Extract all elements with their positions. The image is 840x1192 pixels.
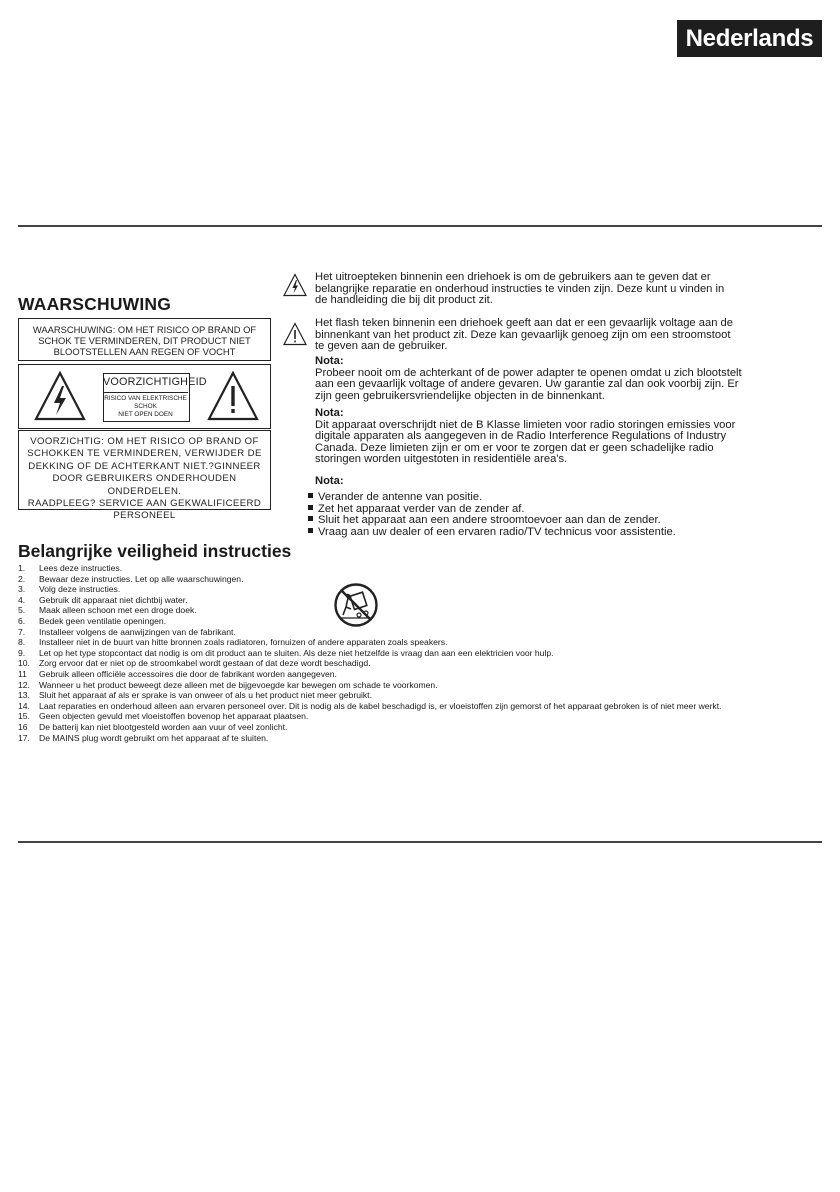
- text-line: Probeer nooit om de achterkant of de power adapter te openen omdat u zich blootstelt: [315, 366, 742, 379]
- item-text: Gebruik alleen officiële accessoires die door de fabrikant worden aangegeven.: [39, 668, 337, 679]
- text-line: belangrijke reparatie en onderhoud instructies te vinden zijn. Deze kunt u vinden in: [315, 282, 725, 295]
- text-line: te geven aan de gebruiker.: [315, 340, 448, 353]
- text-line: Canada. Deze limieten zijn er om er voor te zorgen dat er geen schadelijke radio: [315, 441, 714, 454]
- item-text: Zorg ervoor dat er niet op de stroomkabel wordt gestaan of dat deze wordt beschadigd.: [39, 658, 371, 669]
- caution-subtext: [103, 395, 188, 419]
- item-number: 14.: [18, 700, 30, 711]
- item-number: 17.: [18, 732, 30, 743]
- text-line: Dit apparaat overschrijdt niet de B Klasse limieten voor radio storingen emissies voor: [315, 418, 736, 431]
- list-item: [18, 637, 818, 648]
- safety-heading: Belangrijke veiligheid instructies: [18, 541, 292, 561]
- note-label: Nota:: [315, 475, 344, 487]
- safety-list: [18, 563, 818, 743]
- caution-line: RAADPLEEG? SERVICE AAN GEKWALIFICEERD: [27, 498, 262, 510]
- item-number: 10.: [18, 658, 30, 669]
- bullet-square-icon: [308, 505, 313, 510]
- item-text: Installeer volgens de aanwijzingen van de fabrikant.: [39, 626, 236, 637]
- bullet-square-icon: [308, 516, 313, 521]
- item-number: 9.: [18, 647, 26, 658]
- item-text: Volg deze instructies.: [39, 584, 121, 595]
- lightning-triangle-icon: [283, 273, 307, 297]
- item-number: 5.: [18, 605, 26, 616]
- caution-title: VOORZICHTIGHEID: [103, 373, 188, 393]
- item-number: 7.: [18, 626, 26, 637]
- item-number: 8.: [18, 637, 26, 648]
- item-text: De MAINS plug wordt gebruikt om het apparaat af te sluiten.: [39, 732, 269, 743]
- warning-line: BLOOTSTELLEN AAN REGEN OF VOCHT: [53, 346, 236, 357]
- warning-line: SCHOK TE VERMINDEREN, DIT PRODUCT NIET: [38, 335, 251, 346]
- item-text: Maak alleen schoon met een droge doek.: [39, 605, 197, 616]
- text-line: zijn geen gebruikersvriendelijke objecten in de binnenkant.: [315, 389, 605, 402]
- item-number: 4.: [18, 594, 26, 605]
- note-label: Nota:: [315, 407, 344, 419]
- list-item: [18, 701, 818, 712]
- item-number: 6.: [18, 615, 26, 626]
- text-line: Het uitroepteken binnenin een driehoek is om de gebruikers aan te geven dat er: [315, 271, 711, 283]
- item-text: Sluit het apparaat af als er sprake is van onweer of als u het product niet meer gebruikt.: [39, 690, 372, 701]
- text-line: aan een gevaarlijk voltage of andere gevaren. Uw garantie zal dan ook voorbij zijn. Er: [315, 378, 739, 391]
- caution-label-box: [18, 364, 271, 429]
- item-number: 1.: [18, 563, 26, 573]
- lightning-triangle-icon: [33, 370, 87, 422]
- note-block: [315, 476, 815, 488]
- caution-line: PERSONEEL: [113, 510, 176, 522]
- item-text: Let op het type stopcontact dat nodig is om dit product aan te sluiten. Als deze niet hetzelfde is vraag dan aan een elektricien voor hulp.: [39, 647, 554, 658]
- exclamation-triangle-icon: [206, 370, 260, 422]
- warning-line: WAARSCHUWING: OM HET RISICO OP BRAND OF: [32, 324, 257, 335]
- bottom-divider: [18, 841, 822, 843]
- list-item: [18, 733, 818, 744]
- list-item: [18, 690, 818, 701]
- exclamation-explanation: [315, 272, 815, 307]
- text-line: de handleiding die bij dit product zit.: [315, 294, 493, 307]
- flash-explanation: [315, 318, 815, 353]
- bullet-square-icon: [308, 493, 313, 498]
- list-item: [18, 563, 818, 574]
- list-item: [18, 584, 818, 595]
- list-item: [18, 574, 818, 585]
- list-item: [18, 658, 818, 669]
- list-item: [18, 680, 818, 691]
- cart-tipover-warning-icon: [333, 582, 379, 628]
- exclamation-triangle-icon: [283, 322, 307, 346]
- item-text: Lees deze instructies.: [39, 563, 123, 573]
- bullet-square-icon: [308, 528, 313, 533]
- item-text: Installeer niet in de buurt van hitte bronnen zoals radiatoren, fornuizen of andere apparaten zoals speakers.: [39, 637, 448, 648]
- item-number: 16: [18, 721, 28, 732]
- item-text: Gebruik dit apparaat niet dichtbij water.: [39, 594, 188, 605]
- text-line: Het flash teken binnenin een driehoek geeft aan dat er een gevaarlijk voltage aan de: [315, 317, 733, 329]
- bullet-list: [308, 490, 808, 538]
- list-item: [18, 616, 818, 627]
- language-badge: Nederlands: [677, 20, 822, 57]
- caution-sub-line: RISICO VAN ELEKTRISCHE SCHOK: [104, 395, 187, 410]
- list-item: [18, 669, 818, 680]
- item-number: 12.: [18, 679, 30, 690]
- item-text: Laat reparaties en onderhoud alleen aan ervaren personeel over. Dit is nodig als de kabel beschadigd is, er vloeistoffen zijn gemorst of het apparaat gebroken is of niet meer werkt.: [39, 700, 722, 711]
- text-line: binnenkant van het product zit. Deze kan gevaarlijk genoeg zijn om een stroomstoot: [315, 328, 731, 341]
- bullet-text: Sluit het apparaat aan een andere stroomtoevoer aan dan de zender.: [318, 514, 661, 527]
- caution-line: DOOR GEBRUIKERS ONDERHOUDEN ONDERDELEN.: [52, 473, 237, 497]
- top-divider: [18, 225, 822, 227]
- warning-heading: WAARSCHUWING: [18, 294, 172, 314]
- bullet-text: Vraag aan uw dealer of een ervaren radio/TV technicus voor assistentie.: [318, 525, 676, 538]
- caution-line: SCHOKKEN TE VERMINDEREN, VERWIJDER DE: [27, 448, 262, 460]
- item-text: Geen objecten gevuld met vloeistoffen bovenop het apparaat plaatsen.: [39, 711, 309, 722]
- warning-box: [18, 318, 271, 361]
- bullet-text: Zet het apparaat verder van de zender af.: [318, 502, 525, 515]
- list-item: [18, 605, 818, 616]
- item-text: Bewaar deze instructies. Let op alle waarschuwingen.: [39, 573, 244, 584]
- item-text: Wanneer u het product beweegt deze alleen met de bijgevoegde kar bewegen om schade te voorkomen.: [39, 679, 438, 690]
- note-block: [315, 408, 815, 466]
- caution-line: DEKKING OF DE ACHTERKANT NIET.?GINNEER: [28, 460, 261, 472]
- note-block: [315, 356, 815, 402]
- list-item: [308, 527, 808, 539]
- item-text: De batterij kan niet blootgesteld worden aan vuur of veel zonlicht.: [39, 721, 288, 732]
- text-line: storingen worden uitgestoten in residentiële area's.: [315, 453, 568, 466]
- text-line: digitale apparaten als aangegeven in de Radio Interference Regulations of Industry: [315, 430, 727, 443]
- list-item: [18, 711, 818, 722]
- caution-line: VOORZICHTIG: OM HET RISICO OP BRAND OF: [30, 436, 259, 447]
- list-item: [18, 648, 818, 659]
- bullet-text: Verander de antenne van positie.: [318, 491, 483, 503]
- list-item: [18, 595, 818, 606]
- caution-box: [18, 430, 271, 522]
- caution-sub-line: NIET OPEN DOEN: [118, 411, 173, 418]
- list-item: [18, 627, 818, 638]
- list-item: [18, 722, 818, 733]
- note-label: Nota:: [315, 355, 344, 367]
- item-text: Bedek geen ventilatie openingen.: [39, 615, 167, 626]
- item-number: 11: [18, 668, 27, 679]
- item-number: 2.: [18, 573, 26, 584]
- item-number: 3.: [18, 584, 26, 595]
- item-number: 13.: [18, 690, 30, 701]
- item-number: 15.: [18, 711, 30, 722]
